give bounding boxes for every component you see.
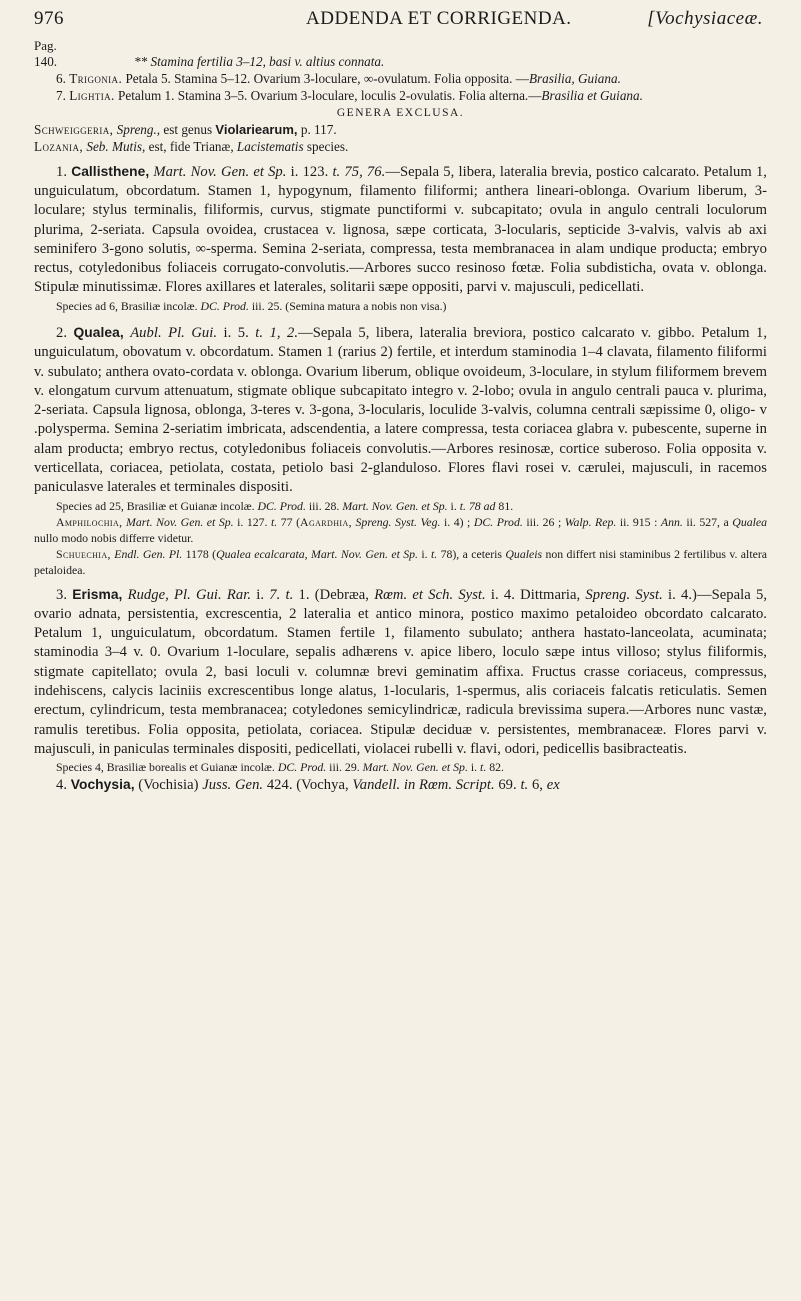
top-entries	[34, 70, 767, 105]
genus-citation-tail: i. 123.	[286, 163, 333, 180]
genus-name: Erisma,	[72, 586, 123, 602]
species-ref-tail: iii. 28.	[305, 498, 343, 513]
excluded-genus-tail: p. 117.	[297, 121, 337, 137]
synonym-text: i. 127.	[233, 514, 272, 529]
genus-ref: Rœm. et Sch. Syst.	[374, 586, 486, 603]
synonym-text: 78), a ceteris	[437, 547, 506, 562]
species-ref3: t. 78 ad	[459, 498, 496, 513]
genus-text: 1. (Debræa,	[293, 586, 375, 603]
genus-name: Qualea,	[73, 324, 124, 340]
species-ref2-tail: i.	[467, 760, 478, 775]
entry-number: 7.	[56, 88, 66, 104]
synonym-ref: Qualeis	[505, 547, 543, 562]
species-ref2: Mart. Nov. Gen. et Sp.	[342, 498, 448, 513]
synonym-ref: Qualea ecalcarata, Mart. Nov. Gen. et Sp.	[216, 547, 418, 562]
entry-name: Lightia.	[69, 88, 115, 104]
entry-lightia	[34, 87, 767, 104]
entry-text: Petalum 1. Stamina 3–5. Ovarium 3-loculare, loculis 2-ovulatis. Folia alterna.—	[114, 88, 542, 104]
genus-plates: t. 75, 76.	[332, 163, 386, 180]
genus-citation: Mart. Nov. Gen. et Sp.	[153, 163, 287, 180]
species-note-erisma	[34, 759, 767, 775]
pag-label: Pag.	[34, 38, 57, 53]
species-ref: DC. Prod.	[277, 760, 327, 775]
genus-ref: Vandell. in Rœm. Script.	[352, 777, 495, 794]
excluded-genus	[34, 138, 767, 155]
genus-callisthene	[34, 162, 767, 298]
excluded-genus-ref: Lacistematis	[236, 139, 304, 155]
species-ref3-tail: 81.	[495, 498, 514, 513]
genus-name: Vochysia,	[70, 777, 135, 793]
genus-text: 6,	[528, 777, 547, 794]
synonym-plate: t.	[430, 547, 438, 562]
entry-name: Trigonia.	[69, 71, 123, 86]
excluded-genus	[34, 121, 767, 138]
synonym-ref: Qualea	[732, 514, 768, 529]
synonym-name: Agardhia,	[300, 514, 352, 529]
excluded-genus-name: Lozania,	[34, 139, 84, 155]
page-number: 976	[34, 8, 64, 29]
entry-region: Brasilia et Guiana.	[541, 88, 643, 104]
excluded-genus-family: Violariearum,	[215, 121, 298, 137]
genus-number: 2.	[56, 324, 68, 341]
running-head	[34, 8, 767, 34]
pag-line	[34, 53, 767, 70]
genus-ref: t.	[520, 777, 529, 794]
genus-description: —Sepala 5, libera, lateralia brevia, postico calcarato. Petalum 1, unguiculatum, obcordatum. Stamen 1, hypogynum, filamento filiformi; anthera lineari-oblonga. Ovarium liberum, 3-loculare; stylus terminalis, filiformis, curvus, stigmate punctiformi v. subcapitato; ovula in angulo centrali loculorum plurima, 2-seriata. Capsula ovoidea, crustacea v. lignosa, sæpe corticata, 3-locularis, septicide 3-valvis, valvis ab axi seminifero 3-gono solutis, ∞-sperma. Semina 2-seriata, compressa, testa membranacea in alam undique producta; embryo rectus, cotyledonibus foliaceis corrugato-convolutis.—Arbores succo resinoso fœtæ. Folia subdisticha, ovata v. oblonga. Stipulæ minutissimæ. Flores axillares et laterales, solitarii sæpe oppositi, parvi v. majusculi, pedicellati.	[34, 163, 767, 296]
synonym-text: 1178 (	[182, 547, 217, 562]
species-note: Species 4, Brasiliæ borealis et Guianæ incolæ.	[56, 760, 278, 775]
genus-text: i. 4.)	[662, 586, 697, 603]
genus-qualea	[34, 323, 767, 498]
synonym-text: ii. 915 :	[616, 514, 661, 529]
genus-citation-tail: i. 5.	[217, 324, 256, 341]
genus-citation: Rudge, Pl. Gui. Rar.	[127, 586, 252, 603]
synonym-schuechia	[34, 546, 767, 578]
genus-text: 69.	[494, 777, 521, 794]
synonym-ref: Walp. Rep.	[564, 514, 617, 529]
genus-number: 1.	[56, 163, 68, 180]
page-title: ADDENDA ET CORRIGENDA.	[306, 8, 572, 29]
entry-trigonia	[34, 70, 767, 87]
synonym-citation: Mart. Nov. Gen. et Sp.	[126, 514, 234, 529]
genus-plates: 7. t.	[269, 586, 294, 603]
species-ref: DC. Prod.	[257, 498, 306, 513]
species-ref: DC. Prod.	[200, 298, 249, 313]
excluded-genus-tail: species.	[303, 139, 349, 155]
synonym-text: 77 (	[277, 514, 301, 529]
synonym-text: ii. 527, a	[682, 514, 733, 529]
synonym-citation: Spreng. Syst. Veg.	[355, 514, 441, 529]
entry-text: Petala 5. Stamina 5–12. Ovarium 3-loculare, ∞-ovulatum. Folia opposita. —	[122, 71, 529, 86]
species-ref3-tail: 82.	[486, 760, 504, 775]
species-ref3: t.	[480, 760, 487, 775]
species-note-callisthene	[34, 298, 767, 314]
genus-citation-tail: i.	[251, 586, 270, 603]
synonym-text: i.	[417, 547, 431, 562]
genus-name: Callisthene,	[71, 163, 150, 179]
excluded-genus-text: est, fide Trianæ,	[145, 139, 237, 155]
species-ref-tail: iii. 25. (Semina matura a nobis non visa.)	[248, 298, 447, 313]
genus-ref: Spreng. Syst.	[585, 586, 663, 603]
pag-number: 140.	[34, 54, 58, 69]
genus-description: —Sepala 5, libera, lateralia breviora, postico calcarato v. gibbo. Petalum 1, unguiculatum, obovatum v. obcordatum. Stamen 1 (rarius 2) fertile, et interdum staminodia 1–4 clavata, filamento filiformi v. subulato; anthera ovato-cordata v. oblonga. Ovarium liberum, oblique ovoideum, 3-loculare, in stylum filiformem brevem v. elongatum curvum attenuatum, stigmate oblique subcapitato integro v. 2-lobo; ovula in angulo centrali pauca v. plurima, 2-seriata. Capsula lignosa, oblonga, 3-teres v. 3-gona, 3-locularis, loculide 3-valvis, columna centrali sæpissime 0, oligo- v .polysperma. Semina 2-seriatim imbricata, adscendentia, a latere compressa, testa coriacea glabra v. pubescente, superne in alam producta; embryo rectus, cotyledonibus foliaceis convolutis.—Arbores resinosæ, cortice suberoso. Folia opposita v. verticellata, coriacea, petiolata, costata, petiolo basi 2-glanduloso. Flores flavi rosei v. cærulei, majusculi, in racemos paniculasve laterales et terminales dispositi.	[34, 324, 768, 496]
species-note-qualea	[34, 498, 767, 514]
excluded-genus-name: Schweiggeria,	[34, 121, 114, 137]
synonym-text: non differt nisi staminibus 2 fertilibus v. altera petaloidea.	[34, 547, 768, 578]
species-ref2-tail: i.	[447, 498, 460, 513]
species-note: Species ad 6, Brasiliæ incolæ.	[56, 298, 201, 313]
genus-text: 424. (Vochya,	[263, 777, 353, 794]
excluded-genus-author: Seb. Mutis,	[86, 139, 146, 155]
entry-region: Brasilia, Guiana.	[528, 71, 621, 86]
genus-text: (Vochisia)	[134, 777, 203, 794]
synonym-text: iii. 26 ;	[522, 514, 565, 529]
synonym-amphilochia	[34, 514, 767, 546]
synonym-plate: t.	[271, 514, 278, 529]
genus-number: 3.	[56, 586, 68, 603]
genus-citation: Aubl. Pl. Gui.	[130, 324, 218, 341]
synonym-ref: DC. Prod.	[473, 514, 523, 529]
pag-text: ** Stamina fertilia 3–12, basi v. altius connata.	[134, 54, 385, 69]
species-ref2: Mart. Nov. Gen. et Sp.	[362, 760, 468, 775]
entry-number: 6.	[56, 71, 66, 86]
synonym-name: Amphilochia,	[56, 514, 123, 529]
genus-text: i. 4. Dittmaria,	[485, 586, 586, 603]
excluded-genus-text: est genus	[160, 121, 216, 137]
synonym-text: i. 4) ;	[440, 514, 474, 529]
synonym-name: Schuechia,	[56, 547, 111, 562]
synonym-citation: Endl. Gen. Pl.	[114, 547, 183, 562]
genus-plates: t. 1, 2.	[255, 324, 299, 341]
genera-exclusa-heading: GENERA EXCLUSA.	[336, 106, 465, 119]
genera-exclusa-list	[34, 121, 767, 156]
genus-ref: Juss. Gen.	[202, 777, 264, 794]
excluded-genus-author: Spreng.,	[116, 121, 161, 137]
synonym-ref: Ann.	[660, 514, 683, 529]
synonym-text: nullo modo nobis differre videtur.	[34, 530, 194, 545]
species-note: Species ad 25, Brasiliæ et Guianæ incolæ.	[56, 498, 258, 513]
genus-description: —Sepala 5, ovario adnata, persistentia, excrescentia, 2 lateralia et antico minora, postico maximo petaloideo obcordato calcarato. Petalum 1, unguiculatum, obcordatum. Stamen fertile 1, filamento subulato; anthera hastato-lanceolata, acuminata; staminodia 3–4 v. 0. Ovarium 1-loculare, sepalis adhærens v. apice libero, loculo sæpe intus villoso; stylus filiformis, stigmate capitellato; ovula 2, basi loculi v. columnæ brevi geminatim affixa. Fructus crasse coriaceus, compressus, indehiscens, calycis laciniis excrescentibus longe alatus, 1-locularis, 1-spermus, alis coriaceis falcatis reticulatis. Semen erectum, cylindricum, testa membranacea; cotyledones semicylindricæ, radicula brevissima supera.—Arbores nunc vastæ, ramulis teretibus. Folia opposita, petiolata, coriacea. Stipulæ deciduæ v. persistentes, membranaceæ. Flores parvi v. majusculi, in paniculas terminales dispositi, pedicellati, violacei rubelli v. flavi, odori, pedicellis basibracteatis.	[34, 586, 768, 757]
family-name: [Vochysiaceæ.	[647, 8, 763, 29]
genus-erisma	[34, 585, 767, 760]
genus-number: 4.	[56, 777, 68, 794]
genus-ref: ex	[546, 777, 560, 794]
genus-vochysia	[34, 775, 767, 795]
species-ref-tail: iii. 29.	[326, 760, 363, 775]
